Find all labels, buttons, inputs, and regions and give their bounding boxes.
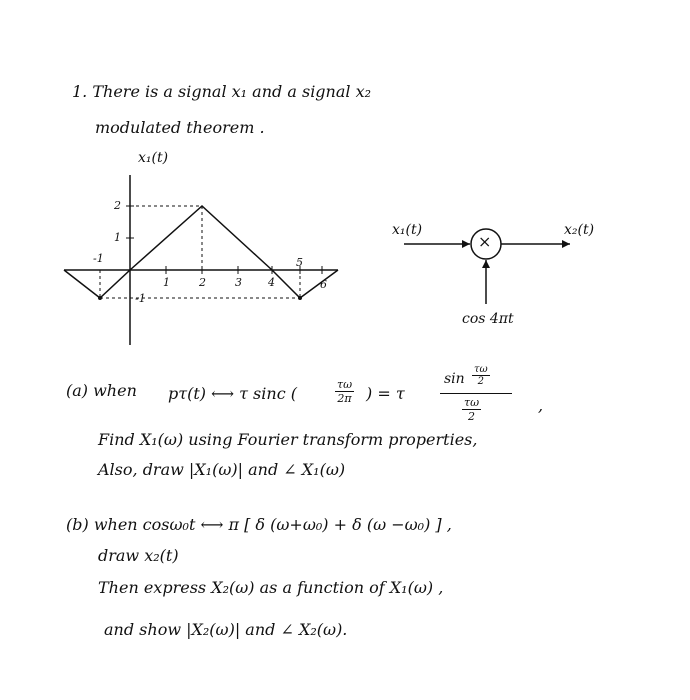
part-a-also: Also, draw |X₁(ω)| and ∠ X₁(ω): [98, 460, 346, 479]
sin-arg-den: 2: [477, 376, 485, 387]
xtick-4: 4: [268, 276, 275, 289]
part-a-eq: ) = τ: [366, 384, 405, 403]
block-input-label: x₁(t): [392, 222, 423, 238]
part-b-line-1: (b) when cosω₀t ⟷ π [ δ (ω+ω₀) + δ (ω −ω₀) ] ,: [66, 515, 452, 534]
problem-line-2: modulated theorem .: [95, 118, 265, 137]
sin-argument: [472, 364, 490, 387]
xtick-5: 5: [296, 256, 303, 269]
block-output-label: x₂(t): [564, 222, 595, 238]
xtick-1: 1: [163, 276, 170, 289]
sin-arg-num: τω: [474, 364, 488, 375]
graph-ylabel: x₁(t): [138, 150, 169, 166]
main-fraction-bar: [440, 393, 512, 394]
carrier-label: cos 4πt: [462, 311, 514, 327]
part-b-line-4: and show |X₂(ω)| and ∠ X₂(ω).: [104, 620, 348, 639]
part-b-line-2: draw x₂(t): [98, 546, 179, 565]
denominator-fraction: [462, 396, 481, 423]
xtick-neg1: -1: [93, 252, 104, 265]
xtick-3: 3: [235, 276, 242, 289]
sinc-arg-num: τω: [337, 378, 353, 391]
part-b-line-3: Then express X₂(ω) as a function of X₁(ω) ,: [98, 578, 444, 597]
xtick-6: 6: [320, 278, 327, 291]
problem-line-1: 1. There is a signal x₁ and a signal x₂: [72, 82, 372, 101]
den-arg-num: τω: [464, 396, 480, 409]
sin-word: sin: [444, 371, 465, 387]
part-a-find: Find X₁(ω) using Fourier transform properties,: [98, 430, 478, 449]
part-a-label: (a) when: [66, 381, 137, 400]
mixer-symbol: ×: [478, 232, 492, 251]
den-arg-den: 2: [468, 410, 476, 423]
ytick-2: 2: [114, 199, 121, 212]
part-a-pulse: pτ(t) ⟷ τ sinc (: [168, 384, 297, 403]
ytick-1: 1: [114, 231, 121, 244]
part-a-comma: ,: [538, 396, 544, 415]
sinc-arg-den: 2π: [337, 392, 352, 405]
xtick-2: 2: [199, 276, 206, 289]
sinc-argument: [335, 378, 354, 405]
ytick-neg1: -1: [135, 292, 146, 305]
